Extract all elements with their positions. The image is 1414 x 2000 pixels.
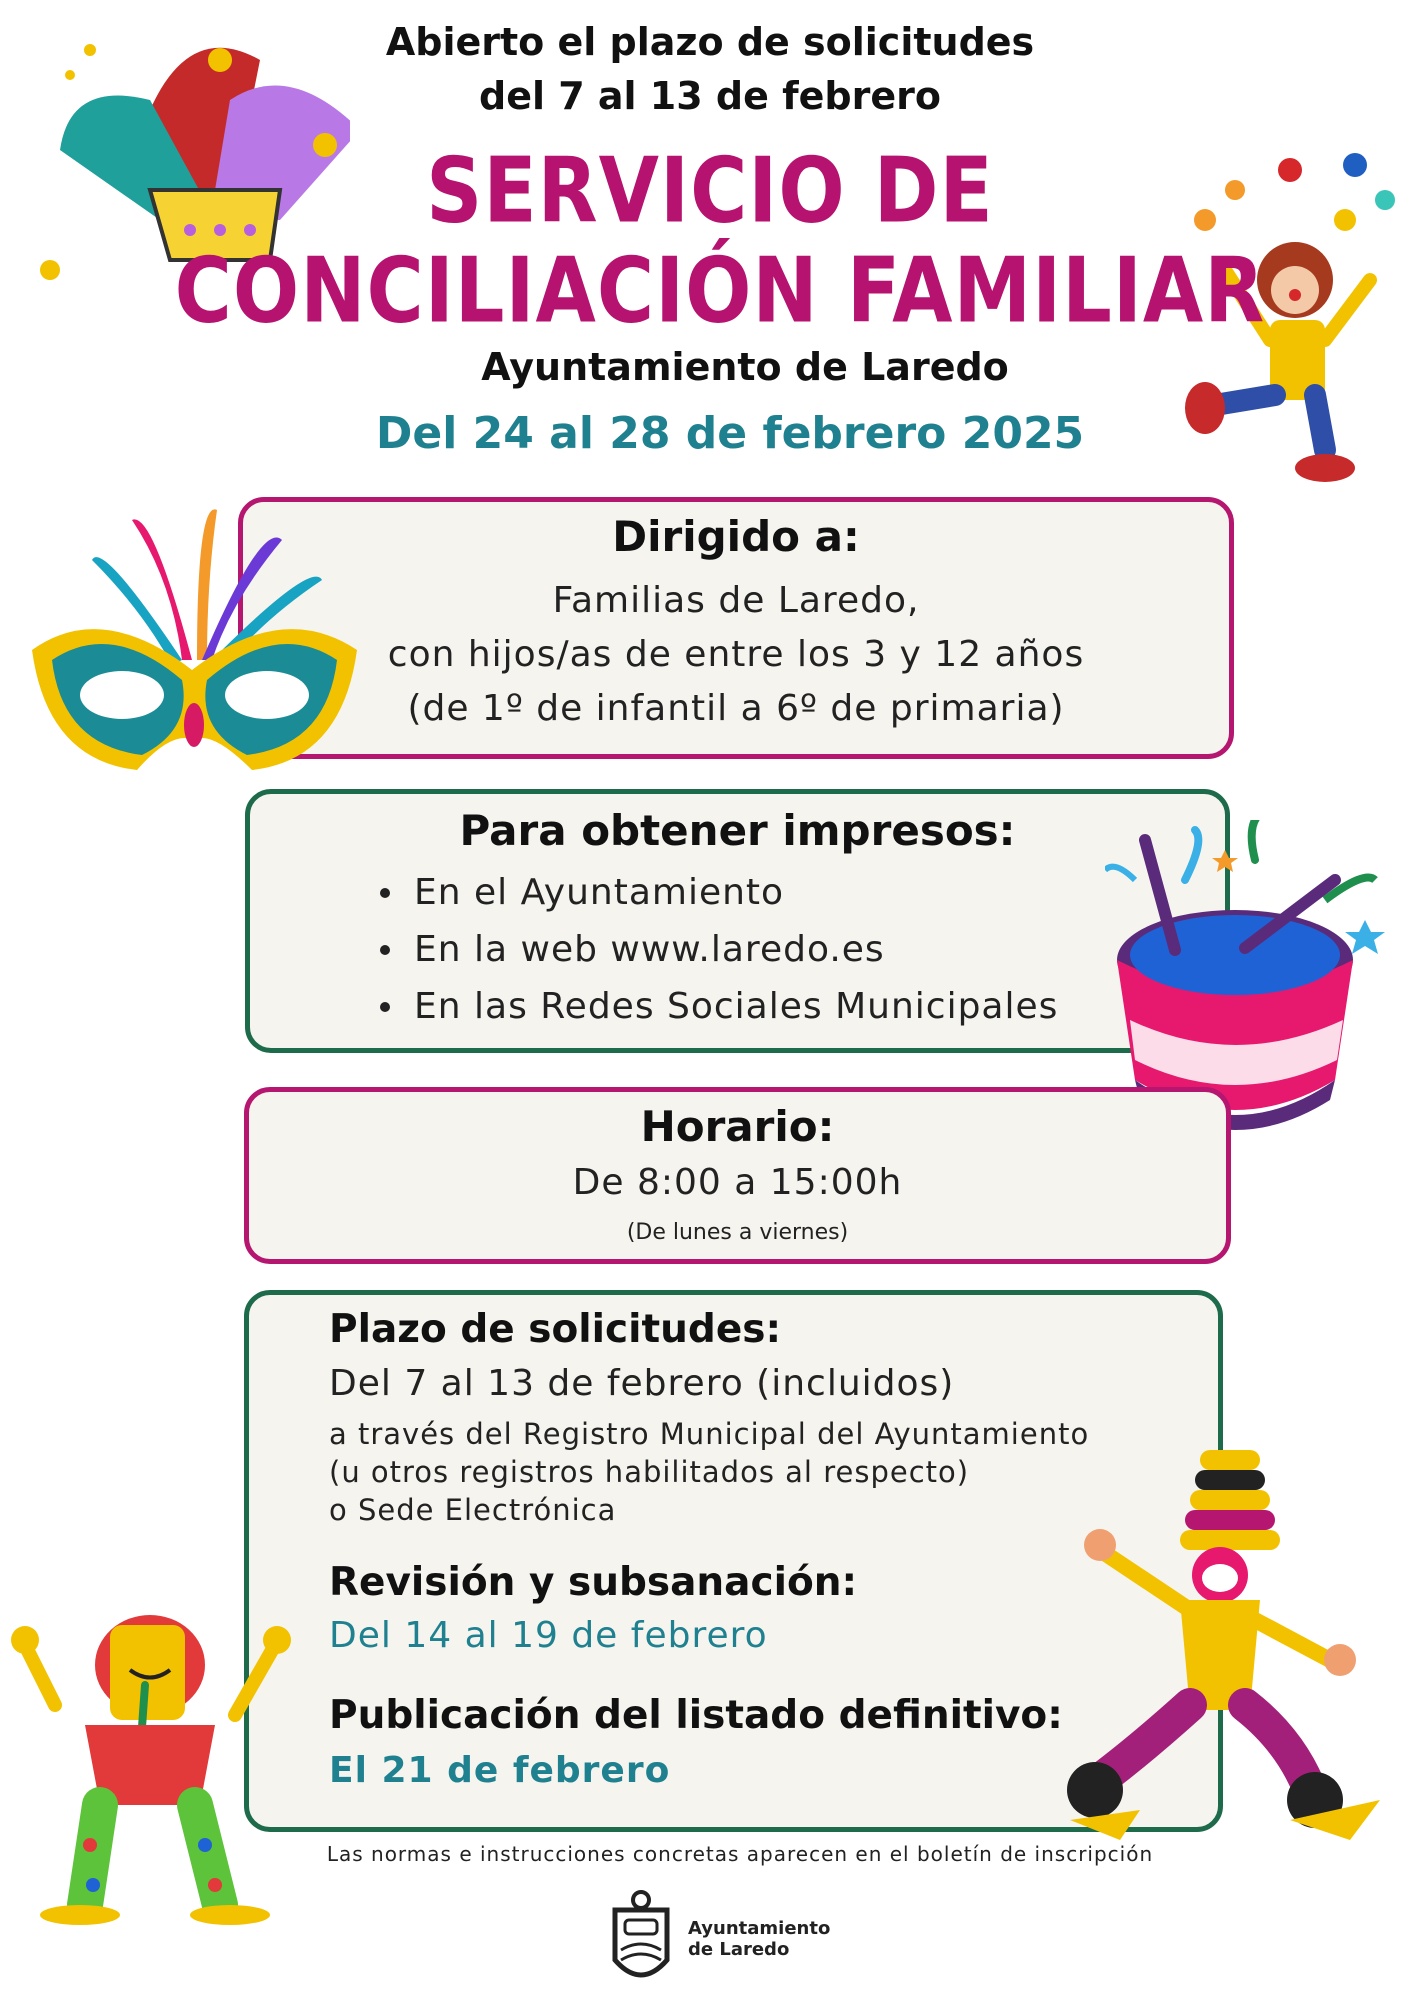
impresos-box: [245, 789, 1230, 1053]
horario-hours: De 8:00 a 15:00h: [572, 1162, 903, 1203]
plazo-heading: Plazo de solicitudes:: [329, 1307, 782, 1352]
revision-dates: Del 14 al 19 de febrero: [329, 1615, 768, 1656]
dancing-clown-icon: [5, 1605, 295, 1925]
dirigido-box: [238, 497, 1234, 759]
intro-line-2: del 7 al 13 de febrero: [479, 74, 941, 118]
list-item: En el Ayuntamiento: [370, 864, 1058, 921]
laredo-crest-icon: [605, 1890, 677, 1990]
plazo-line-1: a través del Registro Municipal del Ayuntamiento: [329, 1417, 1090, 1451]
list-item: En la web www.laredo.es: [370, 921, 1058, 978]
logo-text-line-1: Ayuntamiento: [688, 1918, 831, 1939]
organizer: Ayuntamiento de Laredo: [481, 345, 1009, 389]
impresos-list: [370, 864, 1058, 1035]
footer-note: Las normas e instrucciones concretas aparecen en el boletín de inscripción: [326, 1842, 1154, 1866]
dirigido-line-3: (de 1º de infantil a 6º de primaria): [407, 688, 1065, 729]
horario-days: (De lunes a viernes): [626, 1220, 849, 1245]
dirigido-line-2: con hijos/as de entre los 3 y 12 años: [387, 634, 1085, 675]
list-item: En las Redes Sociales Municipales: [370, 978, 1058, 1035]
dirigido-heading: Dirigido a:: [612, 512, 860, 561]
dancing-harlequin-icon: [1060, 1450, 1400, 1850]
dirigido-line-1: Familias de Laredo,: [552, 580, 920, 621]
plazo-line-2: (u otros registros habilitados al respecto): [329, 1455, 970, 1489]
revision-heading: Revisión y subsanación:: [329, 1560, 858, 1605]
page-title-line-2: CONCILIACIÓN FAMILIAR: [174, 240, 1266, 344]
page-title-line-1: SERVICIO DE: [426, 140, 994, 244]
intro-line-1: Abierto el plazo de solicitudes: [385, 20, 1035, 64]
logo-text: [688, 1918, 830, 1960]
horario-box: [244, 1087, 1231, 1264]
impresos-heading: Para obtener impresos:: [459, 806, 1016, 855]
publicacion-heading: Publicación del listado definitivo:: [329, 1693, 1063, 1738]
publicacion-date: El 21 de febrero: [329, 1750, 671, 1791]
service-dates: Del 24 al 28 de febrero 2025: [375, 408, 1085, 459]
plazo-line-3: o Sede Electrónica: [329, 1493, 617, 1527]
carnival-mask-icon: [22, 500, 367, 780]
plazo-dates: Del 7 al 13 de febrero (incluidos): [329, 1363, 955, 1404]
horario-heading: Horario:: [640, 1102, 835, 1151]
logo-text-line-2: de Laredo: [688, 1939, 790, 1960]
